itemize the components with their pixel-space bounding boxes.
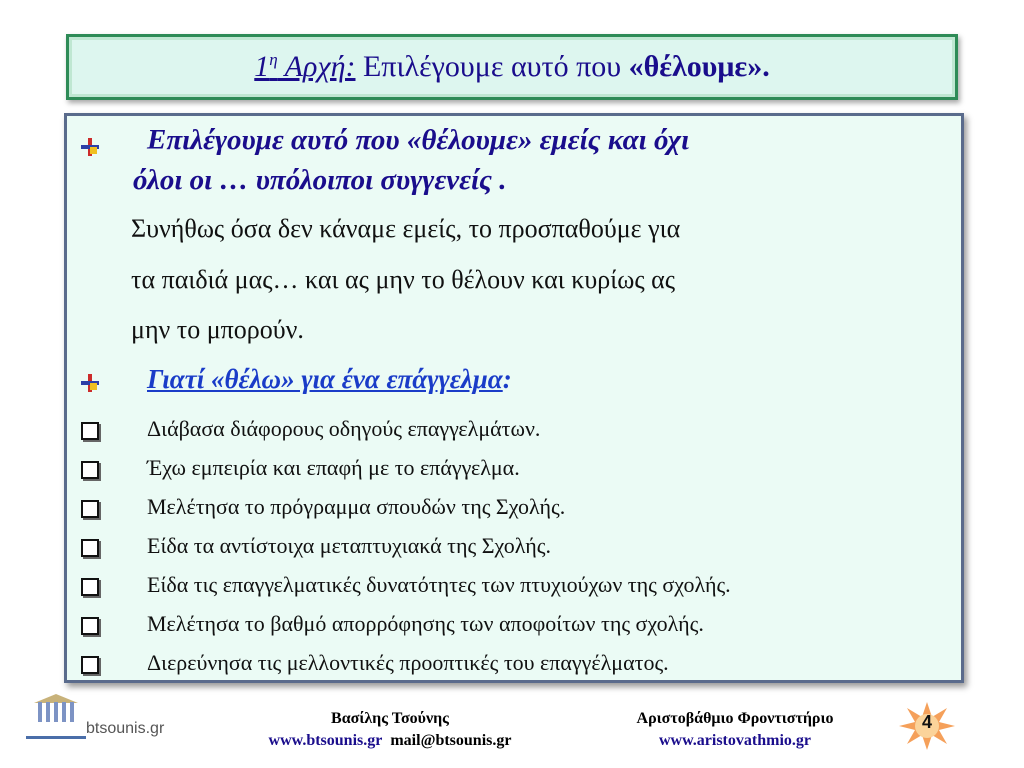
slide-title-box xyxy=(66,34,958,100)
paragraph-line3: μην το μπορούν. xyxy=(131,315,304,344)
checkbox-square-icon xyxy=(81,461,99,479)
checkbox-square-icon xyxy=(81,422,99,440)
check-item: Μελέτησα το βαθμό απορρόφησης των αποφοίτων της σχολής. xyxy=(147,611,704,636)
content-panel xyxy=(64,113,964,683)
colored-cross-bullet-icon xyxy=(81,374,99,392)
bullet1-line1: Επιλέγουμε αυτό που «θέλουμε» εμείς και όχι xyxy=(147,124,690,156)
checkbox-square-icon xyxy=(81,500,99,518)
check-item: Μελέτησα το πρόγραμμα σπουδών της Σχολής. xyxy=(147,494,566,519)
page-badge xyxy=(897,700,957,752)
slide-title xyxy=(254,50,769,84)
author-name: Βασίλης Τσούνης xyxy=(331,710,449,727)
check-item: Έχω εμπειρία και επαφή με το επάγγελμα. xyxy=(147,455,520,480)
logo-text: btsounis.gr xyxy=(86,720,165,737)
check-item: Διερεύνησα τις μελλοντικές προοπτικές του επαγγέλματος. xyxy=(147,650,669,675)
footer-logo[interactable] xyxy=(20,700,190,752)
title-prefix: $1^\eta$ Αρχή: xyxy=(254,50,356,83)
checkbox-square-icon xyxy=(81,578,99,596)
footer-org xyxy=(600,708,870,752)
page-number: 4 xyxy=(921,712,932,732)
title-bold: «θέλουμε». xyxy=(628,50,770,83)
colored-cross-bullet-icon xyxy=(81,138,99,156)
paragraph-line1: Συνήθως όσα δεν κάναμε εμείς, το προσπαθούμε για xyxy=(131,214,681,243)
bullet1-line2: όλοι οι … υπόλοιποι συγγενείς . xyxy=(133,164,507,196)
title-middle: Επιλέγουμε αυτό που xyxy=(355,50,629,83)
checkbox-square-icon xyxy=(81,656,99,674)
checkbox-square-icon xyxy=(81,617,99,635)
footer-author xyxy=(230,708,550,752)
org-site-link[interactable]: www.aristovathmio.gr xyxy=(659,732,811,749)
bullet2-heading: Γιατί «θέλω» για ένα επάγγελμα: xyxy=(147,364,512,394)
author-mail[interactable]: mail@btsounis.gr xyxy=(390,732,512,749)
check-item: Διάβασα διάφορους οδηγούς επαγγελμάτων. xyxy=(147,416,541,441)
paragraph-line2: τα παιδιά μας… και ας μην το θέλουν και κυρίως ας xyxy=(131,265,676,294)
check-item: Είδα τις επαγγελματικές δυνατότητες των πτυχιούχων της σχολής. xyxy=(147,572,731,597)
bullet2-link[interactable]: Γιατί «θέλω» για ένα επάγγελμα xyxy=(147,364,503,394)
org-name: Αριστοβάθμιο Φροντιστήριο xyxy=(636,710,834,727)
author-site-link[interactable]: www.btsounis.gr xyxy=(268,732,383,749)
check-item: Είδα τα αντίστοιχα μεταπτυχιακά της Σχολής. xyxy=(147,533,551,558)
checkbox-square-icon xyxy=(81,539,99,557)
